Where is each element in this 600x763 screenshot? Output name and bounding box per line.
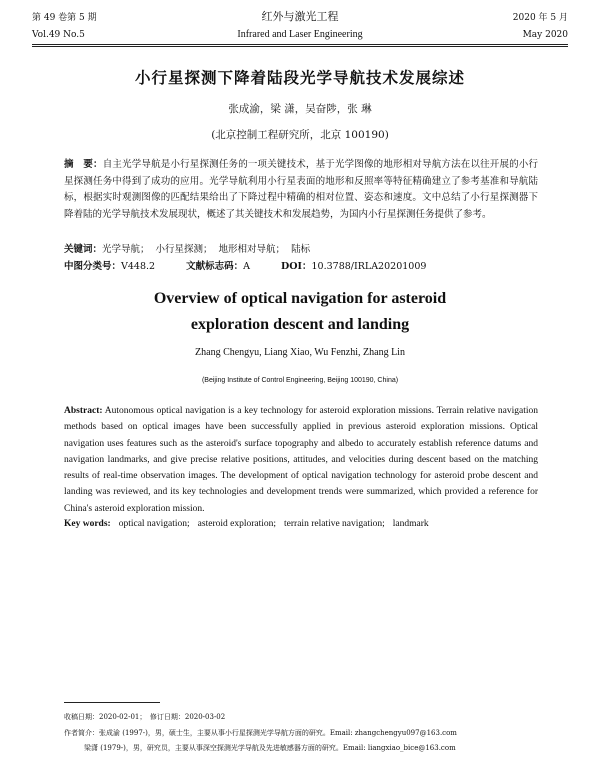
abstract-cn-label: 摘 要： (64, 159, 103, 170)
volume-issue-en: Vol.49 No.5 (32, 30, 85, 40)
footnote-author-2: 梁潇 (1979-)，男，研究员，主要从事深空探测光学导航及先进敏感器方面的研究。Email: liangxiao_bice@163.com (84, 744, 456, 752)
title-cn: 小行星探测下降着陆段光学导航技术发展综述 (134, 68, 465, 87)
abstract-en-text: Autonomous optical navigation is a key technology for asteroid exploration missions. Terrain relative navigation methods based on optical images have been successfully applied in previous asteroid exploration missions. Optical navigation uses features such as the asteroid's surface topography and albedo to accurately establish reference datums and navigation landmarks, and give precise relative positions, attitudes, and velocities during descent based on the matching results of real-time observation images. The development of optical navigation technology for asteroid probe descent and landing was reviewed, and its key technologies and development trends were summarized, which provided a reference for China's asteroid exploration mission. (64, 406, 538, 514)
doc-code-label: 文献标志码： (186, 261, 244, 272)
date-cn: 2020 年 5 月 (512, 13, 568, 23)
keyword-en: terrain relative navigation; (284, 519, 385, 529)
keyword-cn: 陆标 (291, 244, 311, 255)
keyword-cn: 小行星探测； (155, 244, 213, 255)
title-en (40, 286, 560, 338)
journal-name-en: Infrared and Laser Engineering (237, 29, 363, 40)
title-en-line-2: exploration descent and landing (190, 316, 410, 333)
authors-en: Zhang Chengyu, Liang Xiao, Wu Fenzhi, Zhang Lin (195, 347, 405, 358)
keywords-en (64, 519, 429, 529)
keywords-en-label: Key words: (64, 519, 111, 529)
abstract-en-label: Abstract: (64, 406, 103, 416)
classification-row (64, 258, 426, 272)
abstract-cn-text: 自主光学导航是小行星探测任务的一项关键技术，基于光学图像的地形相对导航方法在以往开展的小行星探测任务中得到了成功的应用。光学导航利用小行星表面的地形和反照率等特征精确建立了参考基准和导航陆标，根据实时观测图像的匹配结果给出了下降过程中精确的相对位置、姿态和速度。文中总结了小行星探测器下降着陆的光学导航技术发展现状，概述了其关键技术和发展趋势，为国内小行星探测任务提供了参考。 (64, 159, 538, 220)
clc-value: V448.2 (121, 261, 156, 272)
footnote-author-1: 作者简介：张成渝 (1997-)，男，硕士生，主要从事小行星探测光学导航方面的研究。Email: zhangchengyu097@163.com (64, 729, 457, 737)
doi-value: 10.3788/IRLA20201009 (311, 261, 427, 272)
affiliation-en: (Beijing Institute of Control Engineering, Beijing 100190, China) (201, 377, 399, 384)
abstract-cn (64, 157, 538, 223)
header-rule (32, 44, 568, 45)
abstract-en (64, 403, 538, 517)
journal-name-cn: 红外与激光工程 (261, 10, 339, 23)
keyword-cn: 光学导航； (102, 244, 150, 255)
volume-issue-cn: 第 49 卷第 5 期 (32, 13, 97, 23)
header-rule-thin (32, 46, 568, 47)
footnote-dates: 收稿日期：2020-02-01； 修订日期：2020-03-02 (64, 713, 226, 721)
affiliation-cn: (北京控制工程研究所，北京 100190) (211, 129, 389, 141)
keyword-en: asteroid exploration; (197, 519, 277, 529)
date-en: May 2020 (522, 30, 568, 40)
clc-label: 中图分类号： (64, 261, 122, 272)
keywords-cn-label: 关键词： (64, 244, 103, 255)
authors-cn: 张成渝，梁 潇，吴奋陟，张 琳 (228, 103, 372, 115)
doc-code-value: A (243, 261, 250, 272)
keyword-cn: 地形相对导航； (218, 244, 286, 255)
keyword-en: optical navigation; (118, 519, 190, 529)
title-en-line-1: Overview of optical navigation for asteroid (153, 290, 447, 307)
footnote-rule (64, 702, 160, 703)
keywords-cn (64, 241, 310, 255)
doi-label: DOI： (281, 261, 312, 272)
keyword-en: landmark (392, 519, 429, 529)
